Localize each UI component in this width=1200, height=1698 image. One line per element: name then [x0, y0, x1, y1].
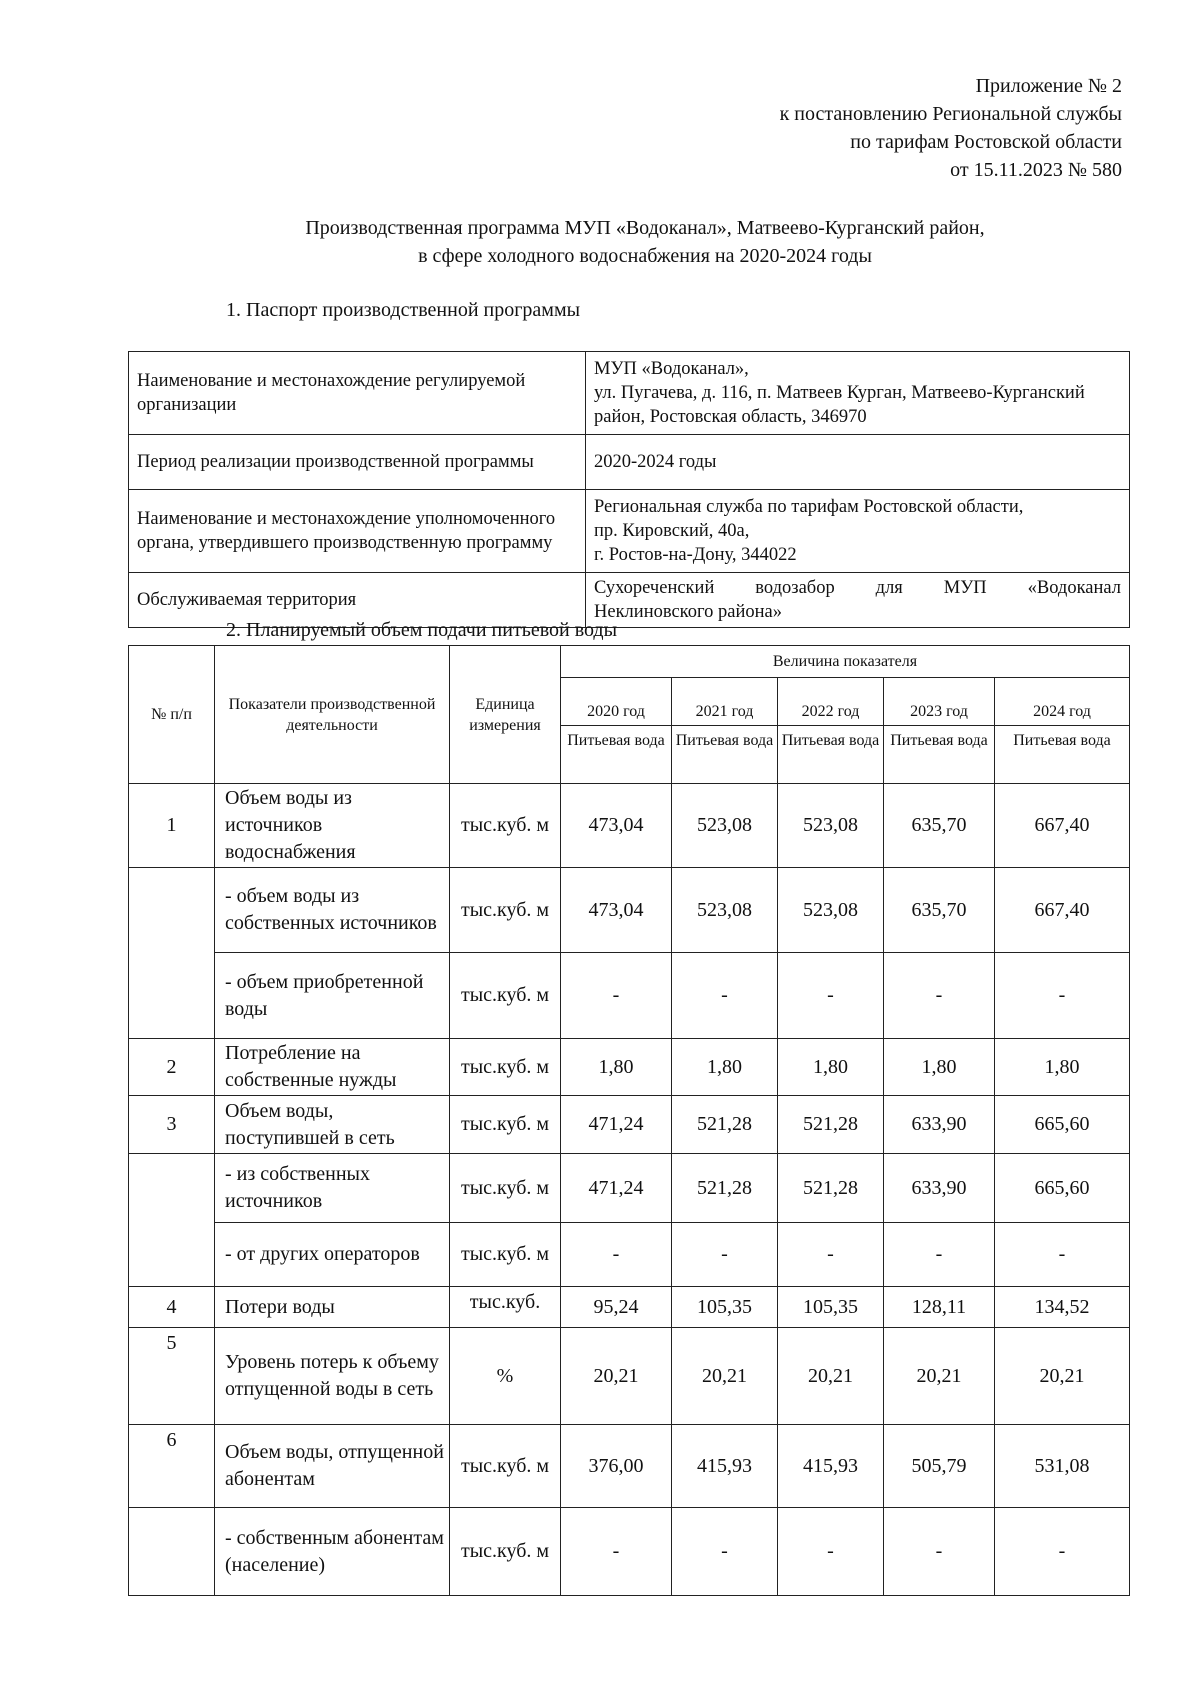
value-cell: - [672, 953, 778, 1039]
value-cell: 523,08 [672, 784, 778, 868]
value-cell: - [995, 1508, 1130, 1596]
row-indicator: Объем воды, поступившей в сеть [215, 1096, 450, 1154]
value-cell: - [995, 953, 1130, 1039]
annex-line: Приложение № 2 [975, 75, 1122, 97]
table-row [129, 1508, 1130, 1596]
value-cell: - [672, 1508, 778, 1596]
passport-value [586, 352, 1130, 435]
header-subheader: Питьевая вода [672, 726, 778, 784]
row-number: 4 [129, 1287, 215, 1328]
document-title [0, 214, 1200, 270]
value-cell: 523,08 [778, 868, 884, 953]
value-cell: 415,93 [778, 1425, 884, 1508]
value-cell: 1,80 [995, 1039, 1130, 1096]
row-indicator: Объем воды, отпущенной абонентам [215, 1425, 450, 1508]
row-unit: тыс.куб. [450, 1287, 561, 1328]
header-year: 2021 год [672, 678, 778, 726]
value-cell: 1,80 [778, 1039, 884, 1096]
value-cell: 635,70 [884, 784, 995, 868]
value-cell: 665,60 [995, 1154, 1130, 1223]
header-year: 2024 год [995, 678, 1130, 726]
row-unit: тыс.куб. м [450, 1039, 561, 1096]
header-year: 2023 год [884, 678, 995, 726]
value-cell: 20,21 [672, 1328, 778, 1425]
row-unit: тыс.куб. м [450, 784, 561, 868]
value-cell: 105,35 [778, 1287, 884, 1328]
passport-value [586, 490, 1130, 573]
row-unit: тыс.куб. м [450, 1096, 561, 1154]
value-cell: 633,90 [884, 1096, 995, 1154]
table-row [129, 953, 1130, 1039]
section-heading-passport: 1. Паспорт производственной программы [226, 299, 581, 321]
passport-value: 2020-2024 годы [586, 435, 1130, 490]
row-indicator: - объем воды из собственных источников [215, 868, 450, 953]
value-cell: 128,11 [884, 1287, 995, 1328]
value-cell: 473,04 [561, 784, 672, 868]
table-row [129, 435, 1130, 490]
header-subheader: Питьевая вода [561, 726, 672, 784]
value-line: ул. Пугачева, д. 116, п. Матвеев Курган, Матвеево-Курганский район, Ростовская область, 346970 [594, 383, 1085, 427]
value-cell: - [995, 1223, 1130, 1287]
value-cell: 521,28 [672, 1154, 778, 1223]
row-indicator: - от других операторов [215, 1223, 450, 1287]
title-line: в сфере холодного водоснабжения на 2020-2024 годы [418, 245, 872, 267]
table-row [129, 1328, 1130, 1425]
value-cell: 1,80 [561, 1039, 672, 1096]
value-cell: 523,08 [672, 868, 778, 953]
value-line: г. Ростов-на-Дону, 344022 [594, 545, 797, 565]
value-cell: - [561, 1508, 672, 1596]
passport-label: Период реализации производственной программы [129, 435, 586, 490]
row-indicator: Уровень потерь к объему отпущенной воды в сеть [215, 1328, 450, 1425]
row-number: 2 [129, 1039, 215, 1096]
table-row [129, 1096, 1130, 1154]
value-cell: 20,21 [995, 1328, 1130, 1425]
table-row [129, 1425, 1130, 1508]
value-cell: 95,24 [561, 1287, 672, 1328]
value-cell: 376,00 [561, 1425, 672, 1508]
row-number [129, 1508, 215, 1596]
value-cell: - [884, 1223, 995, 1287]
table-row [129, 490, 1130, 573]
table-row [129, 1287, 1130, 1328]
passport-value [586, 573, 1130, 628]
value-cell: - [778, 1508, 884, 1596]
row-number: 3 [129, 1096, 215, 1154]
passport-table [128, 351, 1130, 628]
row-indicator: - собственным абонентам (население) [215, 1508, 450, 1596]
value-cell: 667,40 [995, 868, 1130, 953]
header-value-group: Величина показателя [561, 646, 1130, 678]
value-cell: 20,21 [778, 1328, 884, 1425]
value-line: Сухореченский водозабор для МУП «Водоканал [594, 578, 1121, 598]
annex-line: к постановлению Региональной службы [779, 103, 1122, 125]
value-cell: 521,28 [778, 1154, 884, 1223]
value-line: пр. Кировский, 40а, [594, 521, 750, 541]
header-row [129, 646, 1130, 678]
value-cell: - [561, 1223, 672, 1287]
table-row [129, 784, 1130, 868]
value-cell: 134,52 [995, 1287, 1130, 1328]
value-cell: - [884, 1508, 995, 1596]
row-number [129, 868, 215, 1039]
annex-line: по тарифам Ростовской области [850, 131, 1122, 153]
header-no: № п/п [129, 646, 215, 784]
passport-label: Наименование и местонахождение уполномоченного органа, утвердившего производственную программу [129, 490, 586, 573]
value-cell: - [778, 1223, 884, 1287]
value-cell: 473,04 [561, 868, 672, 953]
row-indicator: Объем воды из источников водоснабжения [215, 784, 450, 868]
header-subheader: Питьевая вода [995, 726, 1130, 784]
table-row [129, 1154, 1130, 1223]
value-cell: 471,24 [561, 1154, 672, 1223]
row-unit: тыс.куб. м [450, 1154, 561, 1223]
row-number: 5 [129, 1328, 215, 1425]
table-row [129, 868, 1130, 953]
header-indicator: Показатели производственной деятельности [215, 646, 450, 784]
header-year: 2020 год [561, 678, 672, 726]
value-line: Региональная служба по тарифам Ростовской области, [594, 497, 1024, 517]
header-subheader: Питьевая вода [778, 726, 884, 784]
annex-header [780, 72, 1122, 184]
value-cell: - [884, 953, 995, 1039]
value-cell: 521,28 [672, 1096, 778, 1154]
annex-line: от 15.11.2023 № 580 [950, 159, 1122, 181]
value-cell: 505,79 [884, 1425, 995, 1508]
value-cell: 523,08 [778, 784, 884, 868]
row-indicator: - из собственных источников [215, 1154, 450, 1223]
value-cell: 633,90 [884, 1154, 995, 1223]
value-cell: - [778, 953, 884, 1039]
value-cell: 1,80 [672, 1039, 778, 1096]
value-cell: - [561, 953, 672, 1039]
row-unit: тыс.куб. м [450, 1223, 561, 1287]
table-row [129, 1223, 1130, 1287]
row-indicator: Потребление на собственные нужды [215, 1039, 450, 1096]
value-cell: 105,35 [672, 1287, 778, 1328]
row-unit: тыс.куб. м [450, 953, 561, 1039]
value-cell: 20,21 [561, 1328, 672, 1425]
row-unit: % [450, 1328, 561, 1425]
value-cell: 665,60 [995, 1096, 1130, 1154]
row-unit: тыс.куб. м [450, 868, 561, 953]
row-indicator: Потери воды [215, 1287, 450, 1328]
row-indicator: - объем приобретенной воды [215, 953, 450, 1039]
value-line: МУП «Водоканал», [594, 359, 749, 379]
value-cell: 471,24 [561, 1096, 672, 1154]
value-cell: 20,21 [884, 1328, 995, 1425]
table-row [129, 1039, 1130, 1096]
value-cell: 531,08 [995, 1425, 1130, 1508]
header-subheader: Питьевая вода [884, 726, 995, 784]
table-row [129, 352, 1130, 435]
value-cell: 635,70 [884, 868, 995, 953]
section-heading-volume: 2. Планируемый объем подачи питьевой воды [226, 619, 618, 641]
row-number [129, 1154, 215, 1287]
title-line: Производственная программа МУП «Водоканал», Матвеево-Курганский район, [305, 217, 985, 239]
row-number: 1 [129, 784, 215, 868]
value-line: Неклиновского района» [594, 602, 782, 622]
value-cell: 521,28 [778, 1096, 884, 1154]
value-cell: 667,40 [995, 784, 1130, 868]
row-unit: тыс.куб. м [450, 1425, 561, 1508]
value-cell: 1,80 [884, 1039, 995, 1096]
row-unit: тыс.куб. м [450, 1508, 561, 1596]
value-cell: - [672, 1223, 778, 1287]
header-unit: Единица измерения [450, 646, 561, 784]
passport-label: Наименование и местонахождение регулируемой организации [129, 352, 586, 435]
water-volume-table [128, 645, 1130, 1596]
row-number: 6 [129, 1425, 215, 1508]
header-year: 2022 год [778, 678, 884, 726]
value-cell: 415,93 [672, 1425, 778, 1508]
passport-label: Обслуживаемая территория [129, 573, 586, 628]
